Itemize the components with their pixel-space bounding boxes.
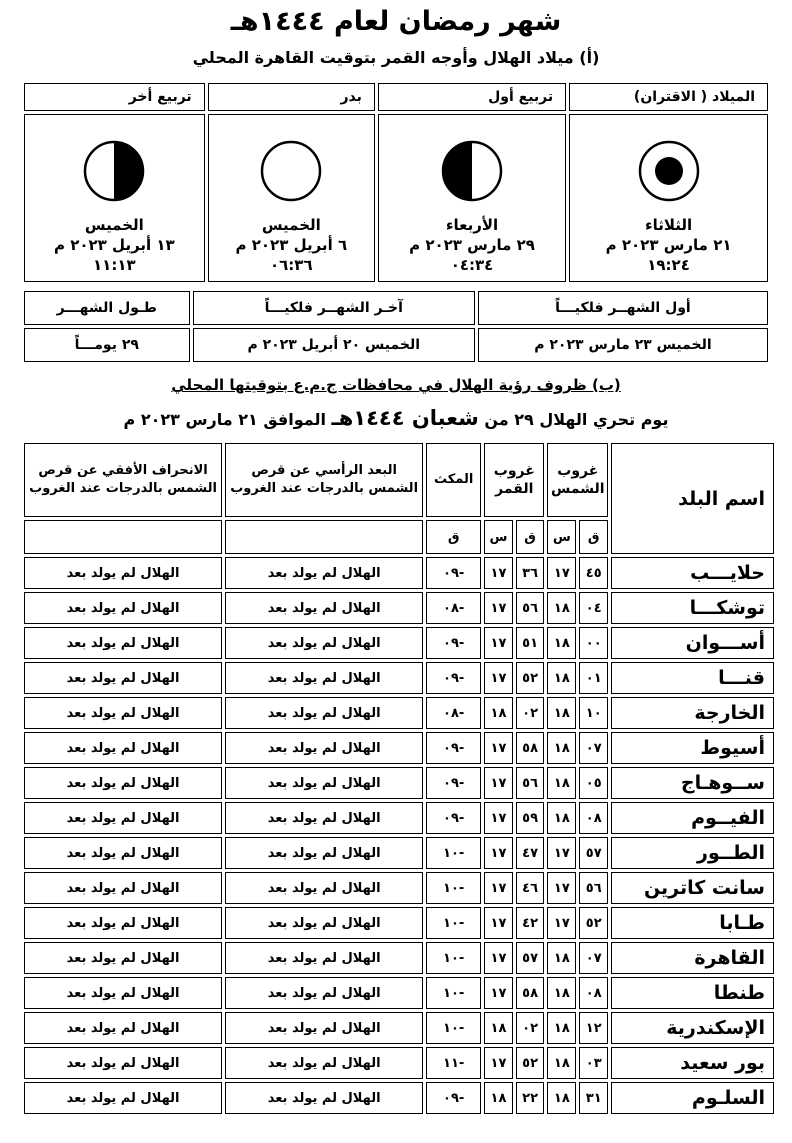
month-first-label: أول الشهــر فلكيـــاً: [478, 291, 768, 325]
azimuth-value: الهلال لم يولد بعد: [24, 662, 222, 694]
sunset-hours: ١٧: [547, 557, 576, 589]
stay-minutes: -٠٩: [426, 557, 481, 589]
moonset-minutes: ٥٦: [516, 592, 545, 624]
moonset-hours: ١٧: [484, 942, 513, 974]
moonset-hours: ١٧: [484, 592, 513, 624]
sunset-hours: ١٨: [547, 1047, 576, 1079]
azimuth-value: الهلال لم يولد بعد: [24, 697, 222, 729]
moonset-minutes: ٣٦: [516, 557, 545, 589]
sunset-minutes: ٥٧: [579, 837, 608, 869]
sunset-minutes: ٠٧: [579, 942, 608, 974]
moonset-hours: ١٧: [484, 907, 513, 939]
moonset-minutes: ٤٦: [516, 872, 545, 904]
moonset-minutes: ٠٢: [516, 1012, 545, 1044]
altitude-value: الهلال لم يولد بعد: [225, 767, 423, 799]
full-moon-icon: [259, 139, 323, 203]
city-name: توشكـــا: [611, 592, 774, 624]
moonset-minutes: ٥٧: [516, 942, 545, 974]
azimuth-value: الهلال لم يولد بعد: [24, 557, 222, 589]
sunset-hours: ١٨: [547, 1082, 576, 1114]
sunset-minutes: ٠٧: [579, 732, 608, 764]
col-unit-q: ق: [426, 520, 481, 554]
sunset-hours: ١٨: [547, 627, 576, 659]
moonset-hours: ١٧: [484, 977, 513, 1009]
sunset-hours: ١٨: [547, 1012, 576, 1044]
sunset-minutes: ٠٤: [579, 592, 608, 624]
phase-header-last-quarter: تربيع أخر: [24, 83, 205, 111]
col-moonset: غروب القمر: [484, 443, 544, 517]
city-name: أســـوان: [611, 627, 774, 659]
azimuth-value: الهلال لم يولد بعد: [24, 942, 222, 974]
sunset-minutes: ٠٥: [579, 767, 608, 799]
city-name: القاهرة: [611, 942, 774, 974]
sunset-hours: ١٧: [547, 837, 576, 869]
phase-time: ١٩:٢٤: [647, 256, 690, 274]
moonset-hours: ١٧: [484, 662, 513, 694]
table-row: [24, 1012, 774, 1044]
phase-date: ٢٩ مارس ٢٠٢٣ م: [409, 236, 535, 254]
sunset-minutes: ٥٢: [579, 907, 608, 939]
phase-day: الخميس: [84, 216, 144, 234]
col-sunset: غروب الشمس: [547, 443, 608, 517]
altitude-value: الهلال لم يولد بعد: [225, 907, 423, 939]
city-name: طنطا: [611, 977, 774, 1009]
observation-prefix: يوم تحري الهلال ٢٩ من: [484, 410, 669, 429]
altitude-value: الهلال لم يولد بعد: [225, 1082, 423, 1114]
last-quarter-icon: [82, 139, 146, 203]
phase-time: ٠٦:٣٦: [269, 256, 313, 274]
moonset-hours: ١٧: [484, 1047, 513, 1079]
table-row: [24, 977, 774, 1009]
sunset-minutes: ١٢: [579, 1012, 608, 1044]
observation-suffix: الموافق ٢١ مارس ٢٠٢٣ م: [123, 410, 326, 429]
moonset-hours: ١٧: [484, 767, 513, 799]
moonset-minutes: ٥١: [516, 627, 545, 659]
azimuth-value: الهلال لم يولد بعد: [24, 1012, 222, 1044]
col-unit-q: ق: [516, 520, 545, 554]
altitude-value: الهلال لم يولد بعد: [225, 977, 423, 1009]
table-row: [24, 592, 774, 624]
sunset-minutes: ٤٥: [579, 557, 608, 589]
table-row: [24, 907, 774, 939]
azimuth-value: الهلال لم يولد بعد: [24, 1047, 222, 1079]
stay-minutes: -١١: [426, 1047, 481, 1079]
table-row: [24, 837, 774, 869]
azimuth-value: الهلال لم يولد بعد: [24, 872, 222, 904]
moonset-hours: ١٧: [484, 627, 513, 659]
month-length-label: طـول الشهـــر: [24, 291, 190, 325]
col-altitude: البعد الرأسي عن قرص الشمس بالدرجات عند الغروب: [225, 443, 423, 517]
sunset-minutes: ٥٦: [579, 872, 608, 904]
month-first-value: الخميس ٢٣ مارس ٢٠٢٣ م: [478, 328, 768, 362]
sunset-hours: ١٨: [547, 977, 576, 1009]
table-row: [24, 942, 774, 974]
moonset-hours: ١٧: [484, 557, 513, 589]
moonset-minutes: ٤٧: [516, 837, 545, 869]
moonset-minutes: ٤٢: [516, 907, 545, 939]
table-row: [24, 662, 774, 694]
altitude-value: الهلال لم يولد بعد: [225, 662, 423, 694]
table-row: [24, 802, 774, 834]
page-title: شهر رمضان لعام ١٤٤٤هـ: [230, 6, 562, 37]
first-quarter-icon: [440, 139, 504, 203]
phase-cell-new: [569, 114, 768, 282]
azimuth-value: الهلال لم يولد بعد: [24, 837, 222, 869]
col-blank: [24, 520, 222, 554]
city-name: سانت كاترين: [611, 872, 774, 904]
table-row: [24, 627, 774, 659]
table-row: [24, 697, 774, 729]
moonset-minutes: ٥٢: [516, 1047, 545, 1079]
city-name: ســوهـاج: [611, 767, 774, 799]
stay-minutes: -٠٨: [426, 697, 481, 729]
sunset-hours: ١٨: [547, 802, 576, 834]
city-rows: [24, 557, 774, 1114]
altitude-value: الهلال لم يولد بعد: [225, 942, 423, 974]
city-name: بور سعيد: [611, 1047, 774, 1079]
moonset-hours: ١٧: [484, 872, 513, 904]
moonset-minutes: ٥٩: [516, 802, 545, 834]
sunset-hours: ١٨: [547, 942, 576, 974]
altitude-value: الهلال لم يولد بعد: [225, 732, 423, 764]
sunset-hours: ١٨: [547, 662, 576, 694]
observation-line: [0, 406, 792, 430]
table-row: [24, 1082, 774, 1114]
phase-header-new: الميلاد ( الاقتران): [569, 83, 768, 111]
sunset-hours: ١٧: [547, 872, 576, 904]
table-row: [24, 872, 774, 904]
moonset-hours: ١٨: [484, 1082, 513, 1114]
sunset-minutes: ٠٨: [579, 802, 608, 834]
altitude-value: الهلال لم يولد بعد: [225, 802, 423, 834]
phase-time: ١١:١٣: [93, 256, 136, 274]
col-unit-q: ق: [579, 520, 608, 554]
new-moon-icon: [637, 139, 701, 203]
sunset-minutes: ٣١: [579, 1082, 608, 1114]
stay-minutes: -٠٩: [426, 767, 481, 799]
moonset-hours: ١٧: [484, 802, 513, 834]
phase-date: ٢١ مارس ٢٠٢٣ م: [605, 236, 732, 254]
table-row: [24, 557, 774, 589]
col-unit-s: س: [547, 520, 576, 554]
azimuth-value: الهلال لم يولد بعد: [24, 802, 222, 834]
moonset-minutes: ٢٢: [516, 1082, 545, 1114]
moonset-hours: ١٨: [484, 1012, 513, 1044]
observation-month: شعبان ١٤٤٤هـ: [331, 406, 479, 430]
sunset-hours: ١٨: [547, 767, 576, 799]
moonset-minutes: ٥٨: [516, 977, 545, 1009]
stay-minutes: -١٠: [426, 872, 481, 904]
phase-cell-full: [208, 114, 375, 282]
azimuth-value: الهلال لم يولد بعد: [24, 732, 222, 764]
stay-minutes: -٠٩: [426, 1082, 481, 1114]
altitude-value: الهلال لم يولد بعد: [225, 872, 423, 904]
sunset-hours: ١٨: [547, 592, 576, 624]
city-name: قنـــا: [611, 662, 774, 694]
col-stay: المكث: [426, 443, 481, 517]
col-blank: [225, 520, 423, 554]
phase-time: ٠٤:٣٤: [450, 256, 494, 274]
sunset-minutes: ٠٨: [579, 977, 608, 1009]
month-last-label: آخـر الشهــر فلكيـــاً: [193, 291, 475, 325]
stay-minutes: -١٠: [426, 977, 481, 1009]
city-name: حلايـــب: [611, 557, 774, 589]
city-name: طـابا: [611, 907, 774, 939]
table-row: [24, 732, 774, 764]
phase-cell-first-quarter: [378, 114, 566, 282]
phase-date: ٦ أبريل ٢٠٢٣ م: [235, 236, 348, 254]
azimuth-value: الهلال لم يولد بعد: [24, 977, 222, 1009]
phase-day: الثلاثاء: [644, 216, 693, 234]
stay-minutes: -٠٨: [426, 592, 481, 624]
moonset-minutes: ٥٦: [516, 767, 545, 799]
azimuth-value: الهلال لم يولد بعد: [24, 767, 222, 799]
stay-minutes: -٠٩: [426, 802, 481, 834]
altitude-value: الهلال لم يولد بعد: [225, 1012, 423, 1044]
phase-day: الخميس: [261, 216, 321, 234]
phase-day: الأربعاء: [445, 216, 499, 234]
city-name: السلـوم: [611, 1082, 774, 1114]
altitude-value: الهلال لم يولد بعد: [225, 697, 423, 729]
stay-minutes: -١٠: [426, 907, 481, 939]
stay-minutes: -٠٩: [426, 732, 481, 764]
moon-phases-table: [21, 80, 771, 285]
stay-minutes: -١٠: [426, 942, 481, 974]
cities-table: [21, 440, 777, 1117]
phase-header-full: بدر: [208, 83, 375, 111]
stay-minutes: -١٠: [426, 1012, 481, 1044]
sunset-minutes: ٠١: [579, 662, 608, 694]
section-a-title: (أ) ميلاد الهلال وأوجه القمر بتوقيت القاهرة المحلي: [192, 48, 600, 67]
sunset-hours: ١٨: [547, 697, 576, 729]
moonset-minutes: ٠٢: [516, 697, 545, 729]
azimuth-value: الهلال لم يولد بعد: [24, 907, 222, 939]
azimuth-value: الهلال لم يولد بعد: [24, 627, 222, 659]
table-row: [24, 767, 774, 799]
city-name: الفيــوم: [611, 802, 774, 834]
month-last-value: الخميس ٢٠ أبريل ٢٠٢٣ م: [193, 328, 475, 362]
city-name: أسيوط: [611, 732, 774, 764]
col-unit-s: س: [484, 520, 513, 554]
col-city: اسم البلد: [611, 443, 774, 554]
moonset-hours: ١٨: [484, 697, 513, 729]
sunset-hours: ١٧: [547, 907, 576, 939]
phase-cell-last-quarter: [24, 114, 205, 282]
moonset-minutes: ٥٢: [516, 662, 545, 694]
phase-date: ١٣ أبريل ٢٠٢٣ م: [53, 236, 175, 254]
altitude-value: الهلال لم يولد بعد: [225, 557, 423, 589]
moonset-minutes: ٥٨: [516, 732, 545, 764]
col-azimuth: الانحراف الأفقي عن قرص الشمس بالدرجات عند الغروب: [24, 443, 222, 517]
city-name: الطــور: [611, 837, 774, 869]
altitude-value: الهلال لم يولد بعد: [225, 627, 423, 659]
azimuth-value: الهلال لم يولد بعد: [24, 1082, 222, 1114]
stay-minutes: -٠٩: [426, 662, 481, 694]
sunset-minutes: ١٠: [579, 697, 608, 729]
altitude-value: الهلال لم يولد بعد: [225, 837, 423, 869]
month-summary-table: [21, 288, 771, 365]
sunset-minutes: ٠٠: [579, 627, 608, 659]
sunset-hours: ١٨: [547, 732, 576, 764]
city-name: الخارجة: [611, 697, 774, 729]
city-name: الإسكندرية: [611, 1012, 774, 1044]
altitude-value: الهلال لم يولد بعد: [225, 592, 423, 624]
sunset-minutes: ٠٣: [579, 1047, 608, 1079]
section-b-title: (ب) ظروف رؤية الهلال في محافظات ج.م.ع بتوقيتها المحلي: [171, 376, 621, 394]
moonset-hours: ١٧: [484, 732, 513, 764]
stay-minutes: -٠٩: [426, 627, 481, 659]
month-length-value: ٢٩ يومـــاً: [24, 328, 190, 362]
moonset-hours: ١٧: [484, 837, 513, 869]
altitude-value: الهلال لم يولد بعد: [225, 1047, 423, 1079]
stay-minutes: -١٠: [426, 837, 481, 869]
table-row: [24, 1047, 774, 1079]
azimuth-value: الهلال لم يولد بعد: [24, 592, 222, 624]
phase-header-first-quarter: تربيع أول: [378, 83, 566, 111]
